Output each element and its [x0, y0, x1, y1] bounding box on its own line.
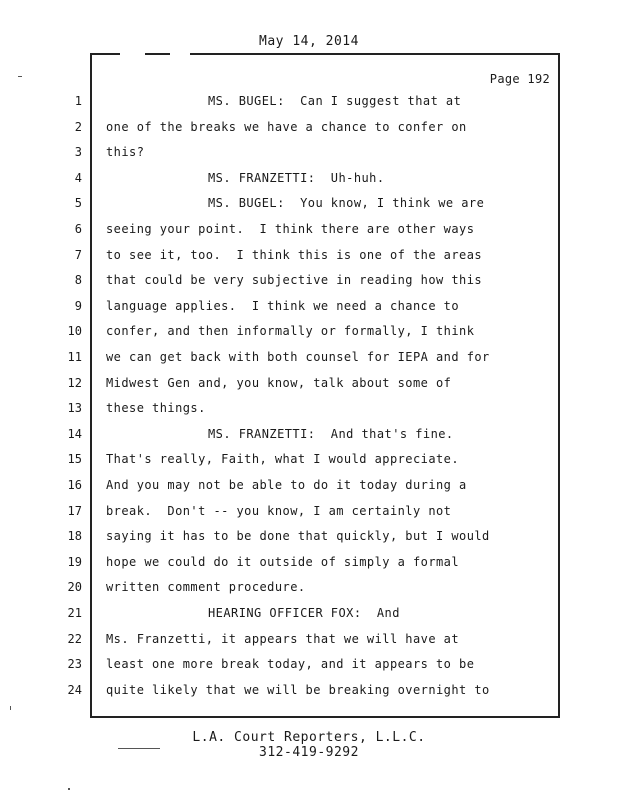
line-number: 13	[67, 401, 82, 415]
line-text: that could be very subjective in reading how this	[106, 273, 483, 287]
line-text: we can get back with both counsel for IEPA and for	[106, 350, 490, 364]
line-text: seeing your point. I think there are other ways	[106, 222, 475, 236]
line-text: quite likely that we will be breaking overnight to	[106, 683, 490, 697]
line-text: That's really, Faith, what I would appreciate.	[106, 452, 460, 466]
line-number: 16	[67, 478, 82, 492]
line-number: 24	[67, 683, 82, 697]
line-text: MS. BUGEL: You know, I think we are	[208, 196, 485, 210]
line-text: written comment procedure.	[106, 580, 306, 594]
page-date: May 14, 2014	[259, 34, 359, 49]
line-number: 19	[67, 555, 82, 569]
line-text: these things.	[106, 401, 206, 415]
line-text: MS. FRANZETTI: Uh-huh.	[208, 171, 385, 185]
line-number: 10	[67, 324, 82, 338]
line-number: 6	[74, 222, 82, 236]
line-text: MS. BUGEL: Can I suggest that at	[208, 94, 462, 108]
line-number: 3	[74, 145, 82, 159]
footer-phone: 312-419-9292	[259, 745, 359, 760]
line-number: 2	[74, 120, 82, 134]
line-text: HEARING OFFICER FOX: And	[208, 606, 400, 620]
line-text: Midwest Gen and, you know, talk about some of	[106, 376, 452, 390]
line-number: 20	[67, 580, 82, 594]
line-number: 18	[67, 529, 82, 543]
scan-speck	[18, 76, 22, 77]
line-text: to see it, too. I think this is one of the areas	[106, 248, 483, 262]
line-number: 22	[67, 632, 82, 646]
line-number: 21	[67, 606, 82, 620]
footer-company: L.A. Court Reporters, L.L.C.	[192, 730, 426, 745]
line-number: 11	[67, 350, 82, 364]
line-text: MS. FRANZETTI: And that's fine.	[208, 427, 454, 441]
line-text: hope we could do it outside of simply a formal	[106, 555, 460, 569]
scan-speck	[68, 788, 70, 790]
line-text: one of the breaks we have a chance to confer on	[106, 120, 467, 134]
line-number: 17	[67, 504, 82, 518]
line-number: 14	[67, 427, 82, 441]
line-number: 23	[67, 657, 82, 671]
line-text: least one more break today, and it appears to be	[106, 657, 475, 671]
line-text: And you may not be able to do it today during a	[106, 478, 467, 492]
line-number: 12	[67, 376, 82, 390]
line-text: break. Don't -- you know, I am certainly not	[106, 504, 452, 518]
scan-speck	[10, 706, 11, 710]
line-number: 1	[74, 94, 82, 108]
line-text: this?	[106, 145, 145, 159]
page-number: Page 192	[489, 72, 550, 86]
line-number: 15	[67, 452, 82, 466]
line-number: 5	[74, 196, 82, 210]
line-number: 7	[74, 248, 82, 262]
line-number: 4	[74, 171, 82, 185]
line-number: 8	[74, 273, 82, 287]
line-number: 9	[74, 299, 82, 313]
line-text: saying it has to be done that quickly, but I would	[106, 529, 490, 543]
line-text: confer, and then informally or formally, I think	[106, 324, 475, 338]
line-text: language applies. I think we need a chance to	[106, 299, 460, 313]
line-text: Ms. Franzetti, it appears that we will have at	[106, 632, 460, 646]
scan-speck	[118, 748, 160, 749]
